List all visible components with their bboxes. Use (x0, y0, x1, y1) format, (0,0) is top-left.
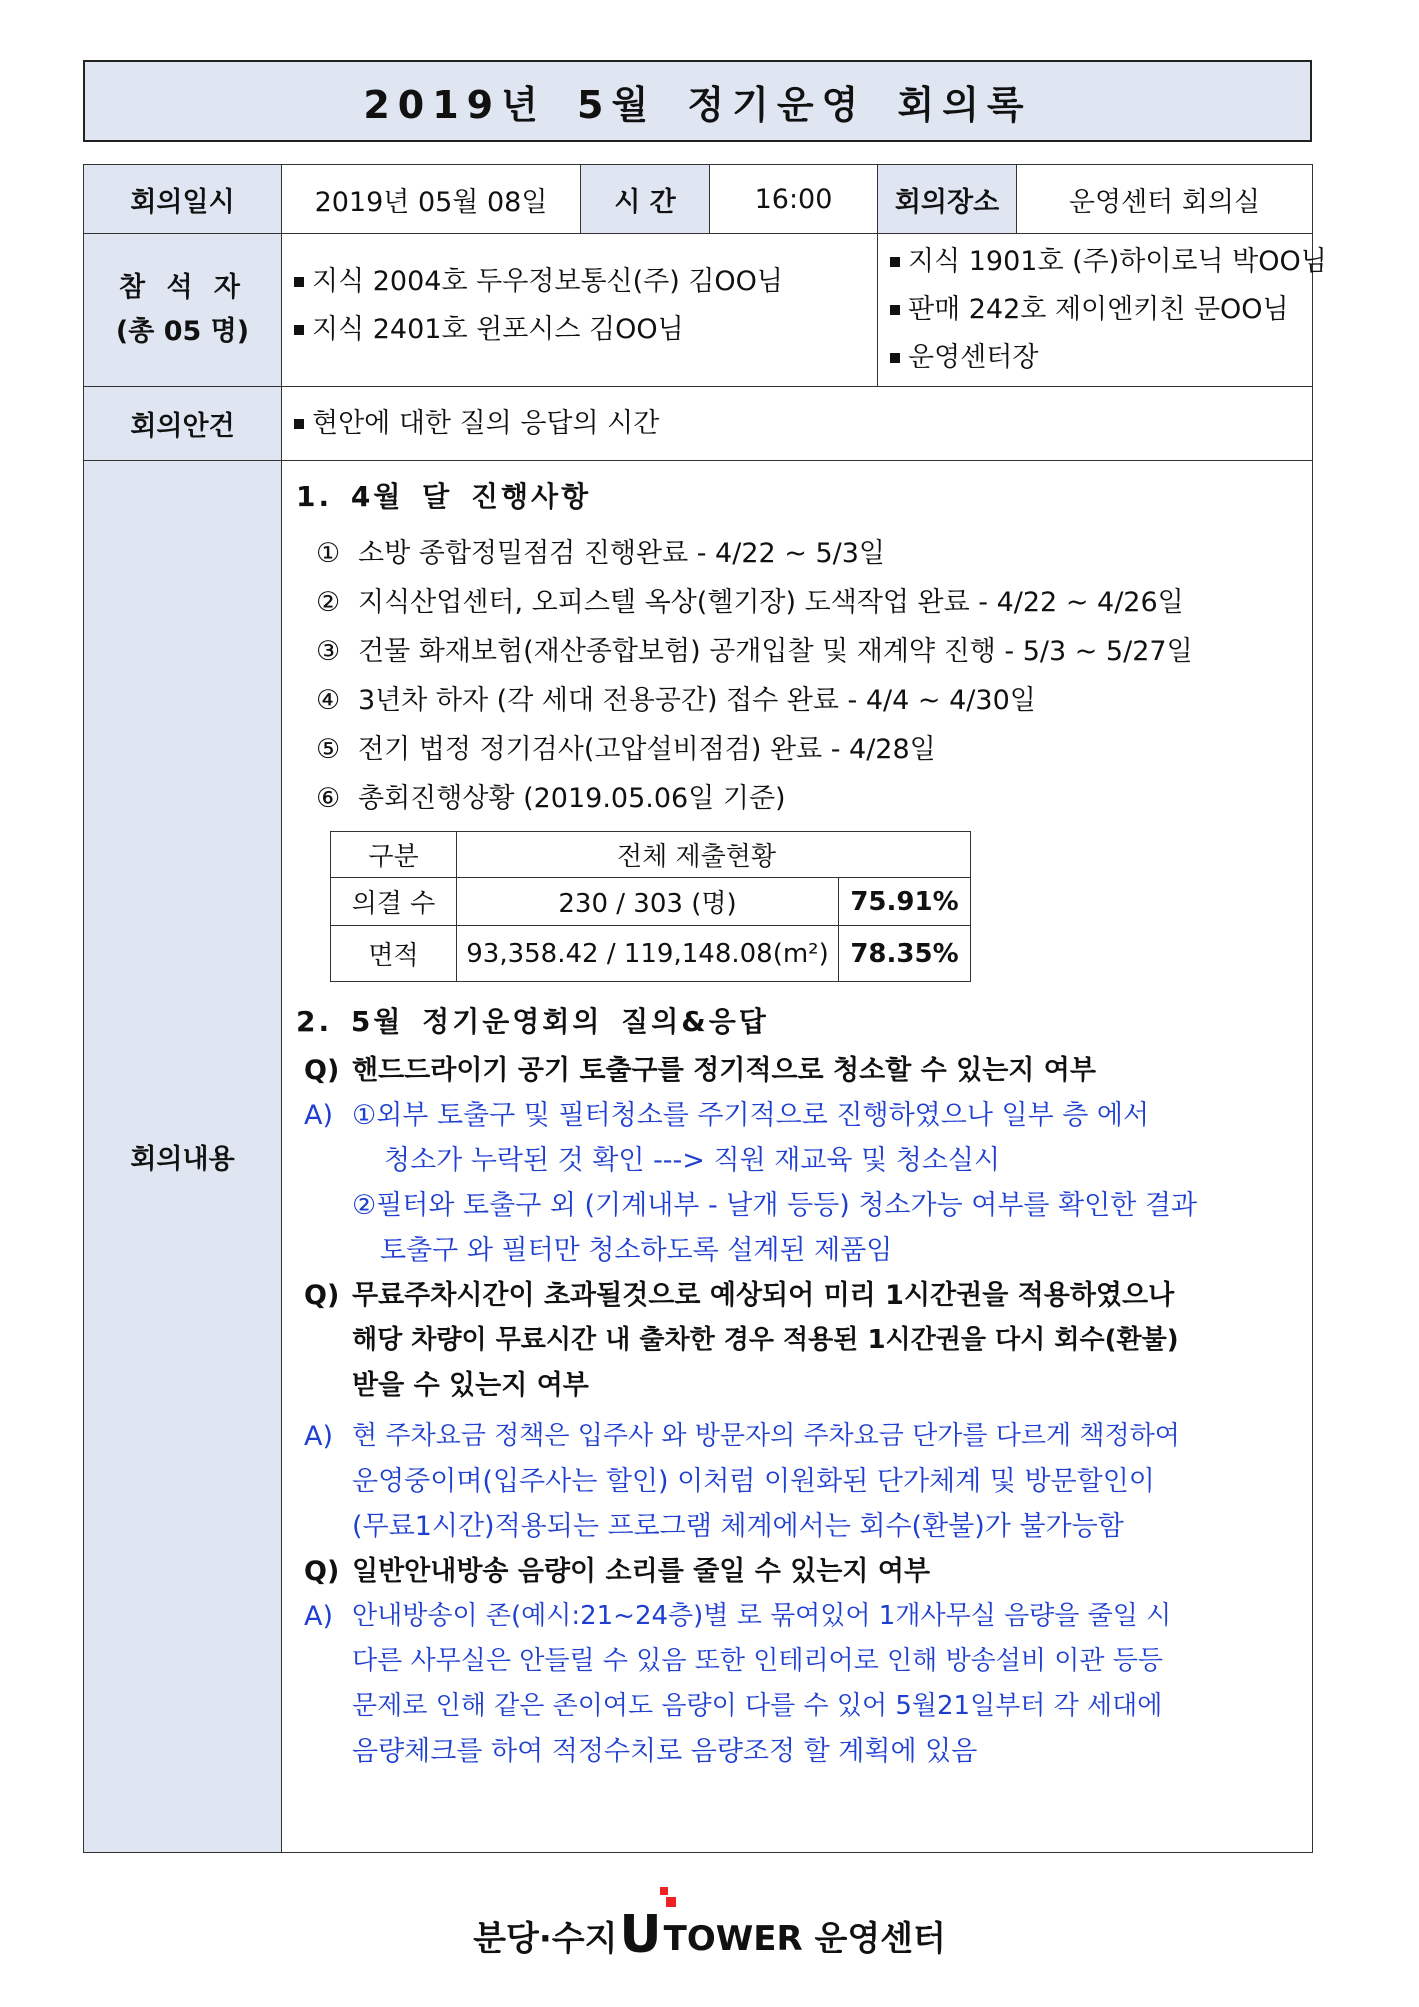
item-number: ⑥ (316, 783, 341, 814)
assembly-status-table (330, 831, 971, 982)
stat-row-label: 면적 (331, 926, 457, 982)
stat-header-status: 전체 제출현황 (457, 832, 971, 878)
footer-logo (0, 1900, 1419, 1970)
question-tag: Q) (304, 1055, 340, 1086)
section1-heading: 1. 4월 달 진행사항 (296, 480, 592, 513)
attendee-text: 지식 2401호 윈포시스 김OO님 (312, 314, 684, 345)
attendees-label-line1: 참 석 자 (118, 272, 247, 303)
progress-item (296, 725, 1300, 774)
stat-row-percent: 78.35% (839, 926, 971, 982)
item-text: 소방 종합정밀점검 진행완료 - 4/22 ~ 5/3일 (358, 538, 886, 569)
item-text: 지식산업센터, 오피스텔 옥상(헬기장) 도색작업 완료 - 4/22 ~ 4/26일 (358, 587, 1184, 618)
question-line: 해당 차량이 무료시간 내 출차한 경우 적용된 1시간권을 다시 회수(환불) (352, 1325, 1179, 1355)
item-text: 총회진행상황 (2019.05.06일 기준) (358, 783, 786, 814)
attendees-label (84, 234, 282, 387)
logo-red-square-icon (660, 1887, 668, 1895)
agenda-label: 회의안건 (84, 387, 282, 461)
progress-item (296, 578, 1300, 627)
square-bullet-icon (890, 257, 900, 267)
agenda-item (294, 400, 1300, 448)
meeting-place-value: 운영센터 회의실 (1017, 165, 1313, 234)
meeting-place-label: 회의장소 (878, 165, 1017, 234)
minutes-table (83, 164, 1327, 1853)
content-cell (282, 461, 1313, 1853)
answer-line: 안내방송이 존(예시:21~24층)별 로 묶여있어 1개사무실 음량을 줄일 시 (352, 1601, 1172, 1631)
answer-tag: A) (304, 1421, 334, 1452)
content-label: 회의내용 (84, 461, 282, 1853)
progress-item (296, 774, 1300, 823)
question-line: 핸드드라이기 공기 토출구를 정기적으로 청소할 수 있는지 여부 (352, 1055, 1096, 1086)
footer-right-text: TOWER 운영센터 (663, 1918, 946, 1959)
item-text: 건물 화재보험(재산종합보험) 공개입찰 및 재계약 진행 - 5/3 ~ 5/27일 (358, 636, 1193, 667)
progress-item (296, 529, 1300, 578)
attendee-text: 지식 2004호 두우정보통신(주) 김OO님 (312, 266, 784, 297)
answer-line: (무료1시간)적용되는 프로그램 체계에서는 회수(환불)가 불가능함 (352, 1511, 1124, 1542)
attendee-item (294, 258, 867, 306)
answer-line: ①외부 토출구 및 필터청소를 주기적으로 진행하였으나 일부 층 에서 (352, 1100, 1150, 1131)
answer-line: 음량체크를 하여 적정수치로 음량조정 할 계획에 있음 (352, 1736, 978, 1767)
u-logo-icon (619, 1905, 661, 1965)
answer-line: 운영중이며(입주사는 할인) 이처럼 이원화된 단가체계 및 방문할인이 (352, 1466, 1155, 1497)
section2-heading: 2. 5월 정기운영회의 질의&응답 (296, 1005, 769, 1038)
attendee-item (294, 306, 867, 354)
document-title: 2019년 5월 정기운영 회의록 (83, 60, 1312, 142)
question-line: 무료주차시간이 초과될것으로 예상되어 미리 1시간권을 적용하였으나 (352, 1280, 1175, 1311)
square-bullet-icon (890, 305, 900, 315)
answer-line: 토출구 와 필터만 청소하도록 설계된 제품임 (380, 1235, 893, 1266)
item-number: ⑤ (316, 734, 341, 765)
progress-item (296, 676, 1300, 725)
question-block (296, 1549, 1300, 1594)
question-block (296, 1048, 1300, 1093)
item-number: ① (316, 538, 341, 569)
logo-red-square-icon (666, 1897, 676, 1907)
question-line: 받을 수 있는지 여부 (352, 1370, 589, 1401)
progress-item (296, 627, 1300, 676)
answer-tag: A) (304, 1100, 334, 1131)
attendees-right-cell (878, 234, 1327, 387)
answer-block (296, 1093, 1300, 1273)
stat-row-value: 230 / 303 (명) (457, 878, 839, 926)
answer-block (296, 1414, 1300, 1549)
attendee-item (890, 286, 1304, 334)
question-tag: Q) (304, 1556, 340, 1587)
answer-line: 문제로 인해 같은 존이여도 음량이 다를 수 있어 5월21일부터 각 세대에 (352, 1691, 1163, 1721)
stat-row-percent: 75.91% (839, 878, 971, 926)
attendee-text: 판매 242호 제이엔키친 문OO님 (908, 294, 1289, 325)
meeting-date-label: 회의일시 (84, 165, 282, 234)
attendee-item (890, 238, 1327, 286)
stat-header-category: 구분 (331, 832, 457, 878)
question-block (296, 1273, 1300, 1408)
square-bullet-icon (294, 419, 304, 429)
item-number: ③ (316, 636, 341, 667)
stat-row-label: 의결 수 (331, 878, 457, 926)
answer-line: 다른 사무실은 안들릴 수 있음 또한 인테리어로 인해 방송설비 이관 등등 (352, 1646, 1164, 1676)
attendees-left-cell (282, 234, 878, 387)
meeting-time-value: 16:00 (710, 165, 878, 234)
answer-line: 현 주차요금 정책은 입주사 와 방문자의 주차요금 단가를 다르게 책정하여 (352, 1421, 1180, 1451)
footer-left-text: 분당·수지 (473, 1918, 618, 1959)
answer-line: ②필터와 토출구 외 (기계내부 - 날개 등등) 청소가능 여부를 확인한 결과 (352, 1190, 1198, 1221)
question-tag: Q) (304, 1280, 340, 1311)
agenda-cell (282, 387, 1313, 461)
agenda-text: 현안에 대한 질의 응답의 시간 (312, 407, 660, 439)
square-bullet-icon (890, 353, 900, 363)
attendees-label-line2: (총 05 명) (115, 316, 250, 347)
item-text: 3년차 하자 (각 세대 전용공간) 접수 완료 - 4/4 ~ 4/30일 (358, 685, 1036, 716)
attendee-item (890, 334, 1304, 382)
item-number: ④ (316, 685, 341, 716)
meeting-date-value: 2019년 05월 08일 (282, 165, 581, 234)
answer-block (296, 1594, 1300, 1774)
item-text: 전기 법정 정기검사(고압설비점검) 완료 - 4/28일 (358, 734, 936, 765)
attendee-text: 지식 1901호 (주)하이로닉 박OO님 (908, 246, 1327, 277)
square-bullet-icon (294, 277, 304, 287)
answer-tag: A) (304, 1601, 334, 1632)
question-line: 일반안내방송 음량이 소리를 줄일 수 있는지 여부 (352, 1556, 931, 1587)
attendee-text: 운영센터장 (908, 342, 1039, 373)
item-number: ② (316, 587, 341, 618)
square-bullet-icon (294, 325, 304, 335)
logo-letter: U (619, 1905, 662, 1965)
answer-line: 청소가 누락된 것 확인 ---> 직원 재교육 및 청소실시 (384, 1145, 1001, 1176)
stat-row-value: 93,358.42 / 119,148.08(m²) (457, 926, 839, 982)
meeting-time-label: 시 간 (581, 165, 710, 234)
